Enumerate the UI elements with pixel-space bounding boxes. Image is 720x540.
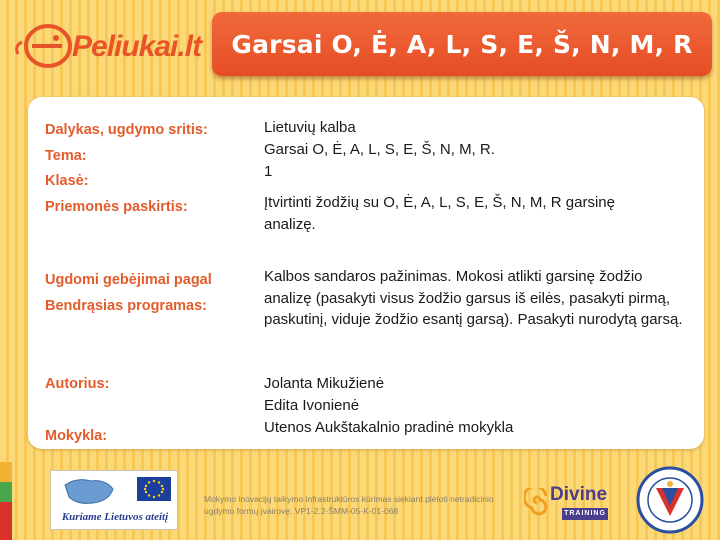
subject-value: Lietuvių kalba [264, 119, 356, 136]
author-name-2: Edita Ivonienė [264, 397, 360, 414]
subject-label: Dalykas, ugdymo sritis: [45, 122, 208, 138]
mouse-logo-icon [12, 16, 76, 76]
page-title: Garsai O, Ė, A, L, S, E, Š, N, M, R [231, 29, 693, 59]
author-name-1: Jolanta Mikužienė [264, 375, 385, 392]
eu-flag-icon [137, 477, 171, 501]
eu-funding-logo [50, 470, 178, 530]
topic-value: Garsai O, Ė, A, L, S, E, Š, N, M, R. [264, 141, 495, 158]
peliukai-logo[interactable] [12, 16, 202, 76]
skills-value: Kalbos sandaros pažinimas. Mokosi atlikti garsinę žodžio analizę (pasakyti visus žodžio garsus iš eilės, pasakyti pirmą, paskutinį, viduje žodžio esantį garsą). Pasakyti nurodytą garsą. [264, 268, 683, 328]
project-description: Mokymo inovacijų taikymo infrastruktūros kūrimas siekiant plėtoti netradicinio ugdymo formų įvairovę. VP1-2.2-ŠMM-05-K-01-068 [204, 494, 494, 516]
divine-training-logo [524, 482, 624, 522]
skills-label-line1: Ugdomi gebėjimai pagal [45, 272, 212, 288]
spiral-icon [524, 488, 550, 518]
school-label: Mokykla: [45, 428, 108, 444]
grade-label: Klasė: [45, 173, 89, 189]
divine-word: Divine [550, 484, 608, 505]
topic-label: Tema: [45, 148, 87, 164]
strip-green [0, 482, 12, 502]
divine-sub: TRAINING [562, 508, 608, 520]
school-value: Utenos Aukštakalnio pradinė mokykla [264, 419, 514, 436]
purpose-label: Priemonės paskirtis: [45, 199, 188, 215]
skills-label-line2: Bendrąsias programas: [45, 298, 207, 314]
color-strip [0, 462, 12, 540]
logo-text: Peliukai.lt [72, 30, 202, 63]
purpose-value: Įtvirtinti žodžių su O, Ė, A, L, S, E, Š, N, M, R garsinę analizę. [264, 194, 615, 233]
eu-motto: Kuriame Lietuvos ateitį [61, 511, 169, 523]
strip-yellow [0, 462, 12, 482]
authors-label: Autorius: [45, 376, 110, 392]
grade-value: 1 [264, 163, 273, 180]
lithuania-map-icon [57, 475, 127, 509]
school-seal-icon [636, 466, 704, 534]
title-banner [212, 12, 712, 76]
strip-red [0, 502, 12, 540]
